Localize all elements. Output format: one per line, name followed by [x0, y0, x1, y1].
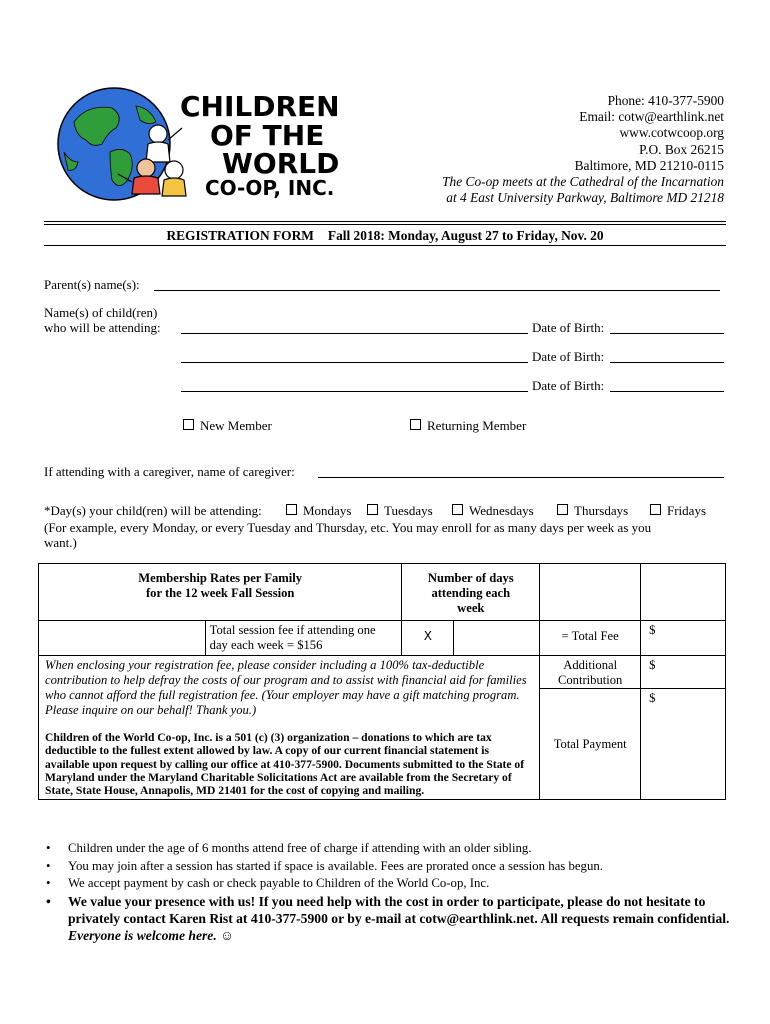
notes-cell [39, 656, 540, 800]
form-title [0, 228, 770, 244]
additional-contribution-field[interactable] [641, 656, 726, 689]
tuesdays-checkbox[interactable] [367, 504, 378, 515]
welcome-text: Everyone is welcome here. [68, 927, 217, 943]
total-fee-dollar: $ [649, 623, 656, 637]
meeting-line-2: at 4 East University Parkway, Baltimore MD 21218 [446, 190, 724, 206]
total-payment-field[interactable] [641, 689, 726, 800]
info-item-1: Children under the age of 6 months attend free of charge if attending with an older sibling. [68, 841, 532, 855]
info-item-3: We accept payment by cash or check payable to Children of the World Co-op, Inc. [68, 876, 490, 890]
fridays-label: Fridays [667, 503, 706, 518]
website: www.cotwcoop.org [619, 125, 724, 141]
days-note-2: want.) [44, 535, 77, 550]
fridays-checkbox[interactable] [650, 504, 661, 515]
days-count-field[interactable] [454, 621, 540, 656]
additional-contribution-label [540, 656, 641, 689]
days-header-cell [402, 564, 540, 621]
additional-label-1: Additional [563, 658, 618, 672]
day-option-mondays[interactable] [286, 503, 351, 518]
thursdays-checkbox[interactable] [557, 504, 568, 515]
new-member-label: New Member [200, 418, 272, 433]
divider-title [44, 245, 726, 246]
fee-text-2: day each week = $156 [209, 638, 323, 652]
mondays-checkbox[interactable] [286, 504, 297, 515]
list-item [44, 875, 734, 893]
wednesdays-checkbox[interactable] [452, 504, 463, 515]
logo-line3: WORLD [222, 147, 340, 180]
returning-member-checkbox[interactable] [410, 419, 421, 430]
returning-member-option[interactable] [410, 418, 526, 433]
enclosing-note: When enclosing your registration fee, please consider including a 100% tax-deductible contribution to help defray the costs of our program and to assist with financial aid for families who cannot afford the full registration fee. (Your employer may have a gift matching program. Please inquire on our behalf! Thank you.) [45, 658, 527, 717]
days-header-2: attending each [431, 586, 511, 600]
fee-text-cell [205, 621, 402, 656]
total-payment-label: Total Payment [540, 689, 641, 800]
list-item [44, 858, 734, 876]
parents-label: Parent(s) name(s): [44, 277, 140, 292]
bullet-icon: • [46, 841, 51, 855]
additional-dollar: $ [649, 658, 656, 672]
dob-label-3: Date of Birth: [532, 378, 605, 393]
day-option-wednesdays[interactable] [452, 503, 534, 518]
logo [52, 82, 342, 202]
mondays-label: Mondays [303, 503, 352, 518]
rates-header-cell [39, 564, 402, 621]
days-note-1: (For example, every Monday, or every Tuesday and Thursday, etc. You may enroll for as many days per week as you [44, 520, 652, 535]
dob-label-1: Date of Birth: [532, 320, 605, 335]
dob-label-2: Date of Birth: [532, 349, 605, 364]
meeting-line-1: The Co-op meets at the Cathedral of the Incarnation [442, 174, 724, 190]
nonprofit-note: Children of the World Co-op, Inc. is a 501 (c) (3) organization – donations to which are tax deductible to the fullest extent allowed by law. A copy of our current financial statement is available upon request by calling our office at 410-377-5900. Documents submitted to the State of Maryland under the Maryland Charitable Solicitations Act are available from the Secretary of State, State House, Annapolis, MD 21401 for the cost of copying and mailing. [45, 731, 525, 798]
logo-line2: OF THE [210, 119, 325, 152]
email: Email: cotw@earthlink.net [579, 109, 724, 125]
po-box: P.O. Box 26215 [639, 141, 724, 157]
form-title-text: REGISTRATION FORM [166, 228, 314, 243]
bullet-icon: • [46, 893, 51, 909]
dob-field-3[interactable] [610, 391, 724, 392]
fee-text-1: Total session fee if attending one [209, 623, 376, 637]
multiply-sign: X [402, 621, 454, 656]
smiley-icon: ☺ [220, 927, 235, 943]
globe-with-children-icon [52, 82, 342, 202]
contact-block [442, 93, 724, 206]
logo-line4: CO-OP, INC. [205, 176, 335, 200]
days-label: *Day(s) your child(ren) will be attending: [44, 503, 262, 518]
total-fee-field[interactable] [641, 621, 726, 656]
rates-table [38, 563, 726, 800]
total-payment-dollar: $ [649, 691, 656, 705]
children-label-2: who will be attending: [44, 320, 161, 335]
caregiver-field[interactable] [318, 477, 724, 478]
info-item-4: We value your presence with us! If you need help with the cost in order to participate, please do not hesitate to privately contact Karen Rist at 410-377-5900 or by e-mail at cotw@earthlink.net. All requests remain confidential. [68, 893, 730, 926]
total-fee-label: = Total Fee [540, 621, 641, 656]
day-option-thursdays[interactable] [557, 503, 628, 518]
caregiver-label: If attending with a caregiver, name of caregiver: [44, 464, 295, 479]
blank-header-cell-2 [641, 564, 726, 621]
session-dates: Fall 2018: Monday, August 27 to Friday, Nov. 20 [327, 228, 604, 243]
children-label-1: Name(s) of child(ren) [44, 305, 158, 320]
rates-header-1: Membership Rates per Family [138, 571, 303, 585]
days-header-3: week [457, 601, 485, 615]
bullet-icon: • [46, 858, 51, 873]
phone: Phone: 410-377-5900 [607, 93, 724, 108]
new-member-option[interactable] [183, 418, 272, 433]
additional-label-2: Contribution [557, 673, 623, 687]
child-name-field-3[interactable] [181, 391, 528, 392]
new-member-checkbox[interactable] [183, 419, 194, 430]
divider-top-2 [44, 224, 726, 225]
child-name-field-2[interactable] [181, 362, 528, 363]
bullet-icon: • [46, 876, 51, 890]
child-name-field-1[interactable] [181, 333, 528, 334]
rates-header-2: for the 12 week Fall Session [145, 586, 295, 600]
day-option-tuesdays[interactable] [367, 503, 433, 518]
days-header-1: Number of days [427, 571, 514, 585]
list-item [44, 893, 734, 944]
blank-header-cell-1 [540, 564, 641, 621]
info-item-2: You may join after a session has started if space is available. Fees are prorated once a session has begun. [68, 858, 603, 873]
parents-field[interactable] [154, 290, 720, 291]
thursdays-label: Thursdays [574, 503, 629, 518]
dob-field-1[interactable] [610, 333, 724, 334]
info-list [44, 840, 734, 944]
tuesdays-label: Tuesdays [384, 503, 433, 518]
dob-field-2[interactable] [610, 362, 724, 363]
list-item [44, 840, 734, 858]
day-option-fridays[interactable] [650, 503, 706, 518]
rates-header-row [39, 564, 726, 621]
fee-blank-cell [39, 621, 206, 656]
wednesdays-label: Wednesdays [469, 503, 534, 518]
city: Baltimore, MD 21210-0115 [574, 157, 724, 173]
divider-top [44, 221, 726, 222]
fee-row [39, 621, 726, 656]
contribution-row [39, 656, 726, 689]
returning-member-label: Returning Member [427, 418, 527, 433]
logo-line1: CHILDREN [180, 90, 340, 123]
